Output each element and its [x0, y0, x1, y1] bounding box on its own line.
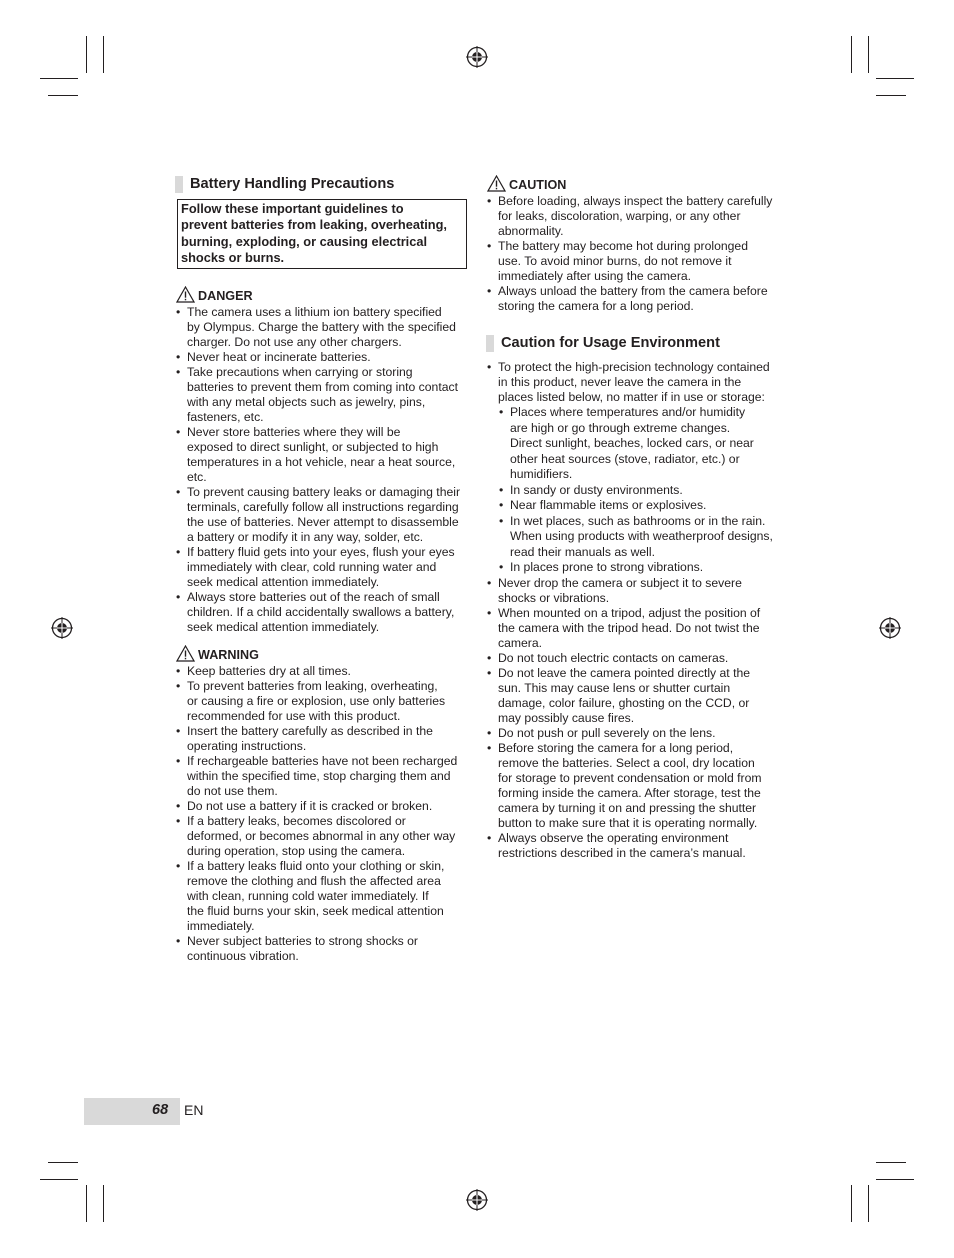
danger-label: DANGER	[198, 289, 253, 304]
list-item: • Always store batteries out of the reach of small children. If a child accidentally swallows a battery, seek medical attention immediately.	[175, 590, 467, 635]
list-item: • Do not touch electric contacts on cameras.	[486, 651, 780, 666]
list-item: • In places prone to strong vibrations.	[498, 560, 780, 576]
notice-line: burning, exploding, or causing electrical	[181, 233, 428, 249]
notice-line: prevent batteries from leaking, overheating,	[181, 217, 447, 233]
caution-section	[486, 175, 780, 314]
list-item: • In wet places, such as bathrooms or in the rain. When using products with weatherproof designs, read their manuals as well.	[498, 514, 780, 561]
list-item: • Never store batteries where they will be exposed to direct sunlight, or subjected to high temperatures in a hot vehicle, near a heat source, etc.	[175, 425, 467, 485]
list-item: • Always unload the battery from the camera before storing the camera for a long period.	[486, 284, 780, 314]
registration-mark-icon	[879, 617, 901, 639]
notice-line: Follow these important guidelines to	[181, 201, 404, 216]
danger-heading	[175, 286, 467, 303]
list-item: • Never heat or incinerate batteries.	[175, 350, 467, 365]
registration-mark-icon	[466, 1189, 488, 1211]
warning-section	[175, 645, 467, 964]
page-number: 68	[152, 1102, 169, 1118]
list-item: • In sandy or dusty environments.	[498, 483, 780, 499]
warning-triangle-icon	[176, 286, 195, 303]
left-column	[175, 175, 467, 964]
list-item: • The camera uses a lithium ion battery specified by Olympus. Charge the battery with the specified charger. Do not use any other chargers.	[175, 305, 467, 350]
list-item: • Do not leave the camera pointed directly at the sun. This may cause lens or shutter curtain damage, color failure, ghosting on the CCD, or may possibly cause fires.	[486, 666, 780, 726]
caution-heading	[486, 175, 780, 192]
list-item: • Before loading, always inspect the battery carefully for leaks, discoloration, warping, or any other abnormality.	[486, 194, 780, 239]
list-item: • The battery may become hot during prolonged use. To avoid minor burns, do not remove it immediately after using the camera.	[486, 239, 780, 284]
danger-list	[175, 305, 467, 635]
list-item: • Keep batteries dry at all times.	[175, 664, 467, 679]
list-item: • Always observe the operating environment restrictions described in the camera’s manual.	[486, 831, 780, 861]
list-item: • Before storing the camera for a long period, remove the batteries. Select a cool, dry location for storage to prevent condensation or mold from forming inside the camera. After storage, test the camera by turning it on and pressing the shutter button to make sure that it is operating normally.	[486, 741, 780, 831]
environment-list	[486, 360, 780, 861]
list-item: • Never drop the camera or subject it to severe shocks or vibrations.	[486, 576, 780, 606]
environment-heading: Caution for Usage Environment	[486, 334, 780, 352]
notice-line: shocks or burns.	[181, 249, 285, 265]
danger-section	[175, 286, 467, 635]
warning-list	[175, 664, 467, 964]
page-footer	[84, 1098, 204, 1125]
list-item: • Never subject batteries to strong shocks or continuous vibration.	[175, 934, 467, 964]
language-code: EN	[184, 1102, 204, 1118]
list-item: • When mounted on a tripod, adjust the position of the camera with the tripod head. Do not twist the camera.	[486, 606, 780, 651]
warning-triangle-icon	[487, 175, 506, 192]
list-item: • To prevent causing battery leaks or damaging their terminals, carefully follow all instructions regarding the use of batteries. Never attempt to disassemble a battery or modify it in any way, solder, etc.	[175, 485, 467, 545]
list-item: • Do not push or pull severely on the lens.	[486, 726, 780, 741]
warning-label: WARNING	[198, 648, 259, 663]
warning-triangle-icon	[176, 645, 195, 662]
right-column	[486, 175, 780, 861]
list-item: • Do not use a battery if it is cracked or broken.	[175, 799, 467, 814]
list-item: • Insert the battery carefully as described in the operating instructions.	[175, 724, 467, 754]
caution-list	[486, 194, 780, 314]
list-item: • To prevent batteries from leaking, overheating, or causing a fire or explosion, use only batteries recommended for use with this product.	[175, 679, 467, 724]
list-item: • To protect the high-precision technology contained in this product, never leave the camera in the places listed below, no matter if in use or storage: • Places where temperatures and/or humidity are high or go through extreme changes. Direct sunlight, beaches, locked cars, or near other heat sources (stove, radiator, etc.) or humidifiers. • In sandy or dusty environments. • Near flammable items or explosives. • In wet places, such as bathrooms or in the rain. When using products with weatherproof designs, read their manuals as well. • In places prone to strong vibrations.	[486, 360, 780, 576]
warning-heading	[175, 645, 467, 662]
list-item: • If rechargeable batteries have not been recharged within the specified time, stop charging them and do not use them.	[175, 754, 467, 799]
list-item: • If a battery leaks, becomes discolored or deformed, or becomes abnormal in any other way during operation, stop using the camera.	[175, 814, 467, 859]
list-item: • If battery fluid gets into your eyes, flush your eyes immediately with clear, cold running water and seek medical attention immediately.	[175, 545, 467, 590]
list-item: • Places where temperatures and/or humidity are high or go through extreme changes. Direct sunlight, beaches, locked cars, or near other heat sources (stove, radiator, etc.) or humidifiers.	[498, 405, 780, 483]
places-list	[498, 405, 780, 576]
list-item: • Take precautions when carrying or storing batteries to prevent them from coming into contact with any metal objects such as jewelry, pins, fasteners, etc.	[175, 365, 467, 425]
registration-mark-icon	[51, 617, 73, 639]
registration-mark-icon	[466, 46, 488, 68]
battery-heading: Battery Handling Precautions	[175, 175, 467, 193]
caution-label: CAUTION	[509, 178, 567, 192]
list-item: • Near flammable items or explosives.	[498, 498, 780, 514]
important-notice-box	[177, 199, 467, 269]
list-item: • If a battery leaks fluid onto your clothing or skin, remove the clothing and flush the affected area with clean, running cold water immediately. If the fluid burns your skin, seek medical attention immediately.	[175, 859, 467, 934]
